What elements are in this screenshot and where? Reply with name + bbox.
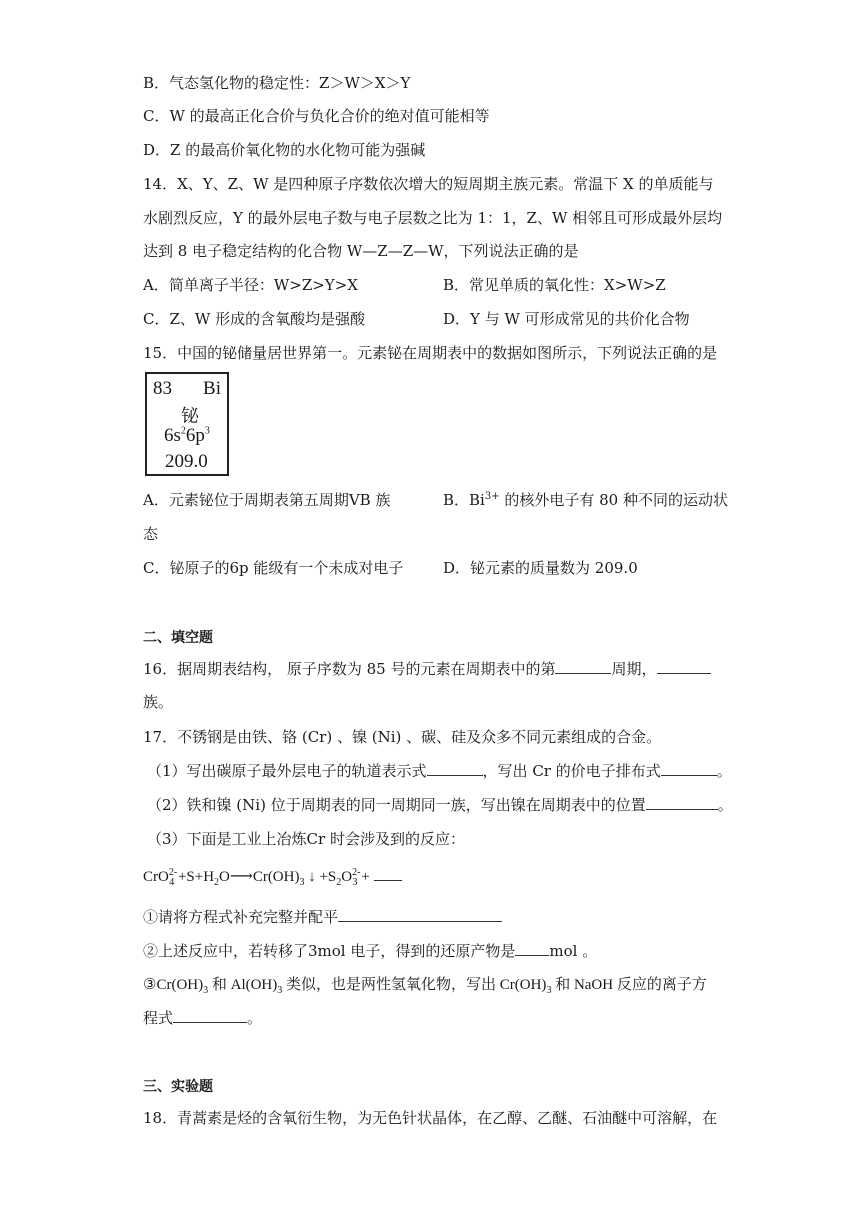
q16-line1: 16．据周期表结构， 原子序数为 85 号的元素在周期表中的第 周期， (143, 659, 711, 679)
q14-option-a: A．简单离子半径：W>Z>Y>X (143, 276, 358, 294)
q17-sub3-blank[interactable] (173, 1008, 247, 1023)
q17-sub1-blank[interactable] (338, 907, 502, 922)
q17-sub2-blank[interactable] (515, 941, 549, 956)
q17-sub3-continued: 程式 。 (143, 1009, 263, 1027)
q14-stem-line3: 达到 8 电子稳定结构的化合物 W—Z—Z—W，下列说法正确的是 (143, 242, 579, 260)
q14-option-d: D．Y 与 W 可形成常见的共价化合物 (443, 310, 690, 328)
q17-2-blank-position[interactable] (646, 795, 718, 810)
q14-stem-line2: 水剧烈反应，Y 的最外层电子数与电子层数之比为 1：1，Z、W 相邻且可形成最外层均 (143, 209, 723, 227)
q13-option-b: B．气态氢化物的稳定性：Z＞W＞X＞Y (143, 74, 411, 92)
q15-option-b-continued: 态 (143, 525, 159, 543)
q17-1-blank-config[interactable] (661, 761, 717, 776)
q14-option-c: C．Z、W 形成的含氧酸均是强酸 (143, 310, 366, 328)
q18-stem: 18．青蒿素是烃的含氧衍生物，为无色针状晶体，在乙醇、乙醚、石油醚中可溶解，在 (143, 1109, 718, 1127)
q17-1-blank-orbital[interactable] (427, 761, 483, 776)
q15-option-c: C．铋原子的6p 能级有一个未成对电子 (143, 559, 404, 577)
element-symbol: Bi (203, 378, 221, 399)
equation-blank-product[interactable] (374, 866, 402, 881)
q17-part1: （1）写出碳原子最外层电子的轨道表示式 ，写出 Cr 的价电子排布式 。 (147, 762, 732, 780)
q15-option-d: D．铋元素的质量数为 209.0 (443, 559, 638, 577)
atomic-mass: 209.0 (165, 451, 208, 472)
q17-part2: （2）铁和镍 (Ni) 位于周期表的同一周期同一族，写出镍在周期表中的位置 。 (147, 796, 733, 814)
q17-stem: 17．不锈钢是由铁、铬 (Cr) 、镍 (Ni) 、碳、硅及众多不同元素组成的合金。 (143, 728, 662, 746)
q16-line2: 族。 (143, 693, 174, 711)
q14-option-b: B．常见单质的氧化性：X>W>Z (443, 276, 666, 294)
reaction-arrow: ⟶ (229, 868, 253, 885)
q16-blank-group[interactable] (657, 659, 711, 674)
q17-sub3: $③Cr(OH)_3$ 和 $Al(OH)_3$ 类似，也是两性氢氧化物，写出 $Cr(OH)_3$ 和 NaOH 反应的离子方 (143, 977, 707, 996)
q15-option-a: A．元素铋位于周期表第五周期VB 族 (143, 491, 391, 509)
q15-stem: 15．中国的铋储量居世界第一。元素铋在周期表中的数据如图所示，下列说法正确的是 (143, 344, 718, 362)
q13-option-c: C．W 的最高正化合价与负化合价的绝对值可能相等 (143, 107, 490, 125)
q17-part3: （3）下面是工业上冶炼Cr 时会涉及到的反应： (147, 830, 465, 848)
section-experiment-title: 三、实验题 (143, 1079, 213, 1095)
q16-blank-period[interactable] (555, 659, 611, 674)
q17-sub1: ①请将方程式补充完整并配平 (143, 907, 502, 927)
q15-option-b: B．$Bi^{3+}$ 的核外电子有 80 种不同的运动状 (443, 491, 728, 509)
electron-config: $6s^26p^3$ (164, 425, 210, 446)
q14-stem-line1: 14．X、Y、Z、W 是四种原子序数依次增大的短周期主族元素。常温下 X 的单质能与 (143, 175, 714, 193)
section-fill-in-title: 二、填空题 (143, 630, 213, 646)
q17-sub2: ②上述反应中，若转移了3mol 电子，得到的还原产物是 mol 。 (143, 942, 598, 960)
atomic-number: 83 (153, 378, 172, 399)
bismuth-element-tile (145, 372, 229, 476)
q13-option-d: D．Z 的最高价氧化物的水化物可能为强碱 (143, 141, 426, 159)
reaction-equation: $CrO^{2-}_4 +S+H_2O⟶Cr(OH)_3$ ↓ $+S_2O^{2-}_3$ + (143, 866, 402, 887)
element-name: 铋 (181, 406, 199, 427)
